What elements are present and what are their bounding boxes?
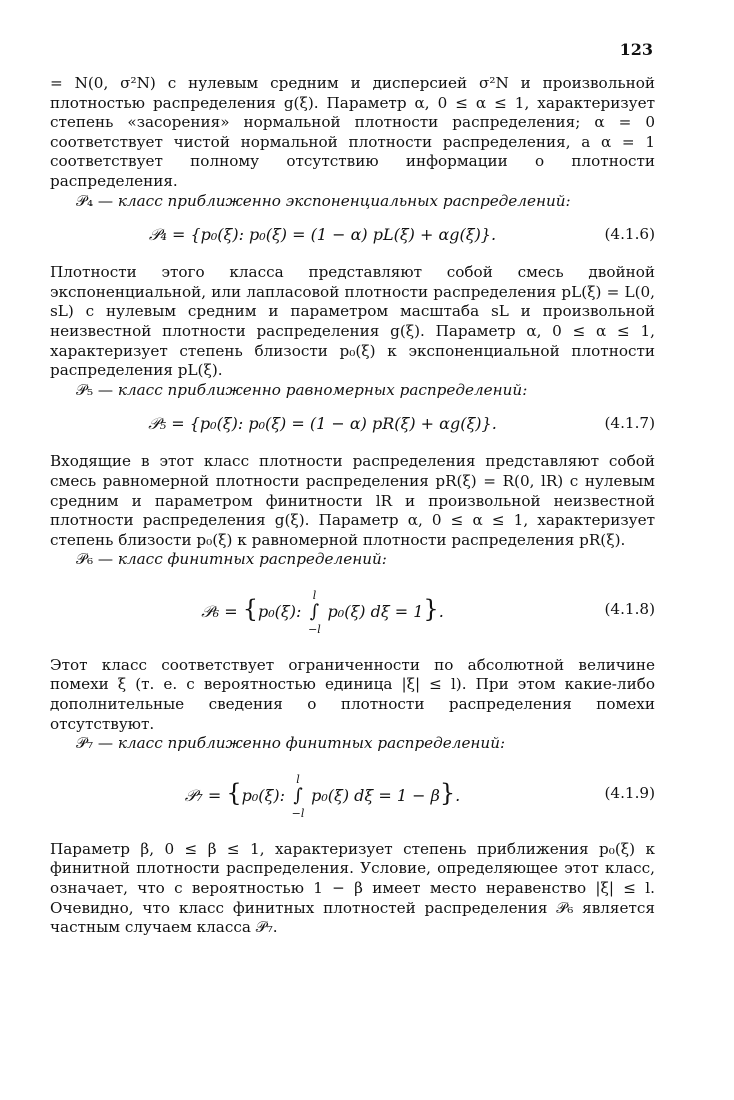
paragraph-2: Плотности этого класса представляют собой смесь двойной экспоненциальной, или лапласовой плотности распределения pL(ξ) = L(0, sL) с нулевым средним и параметром масштаба sL и произвольной неизвестной плотности распределения g(ξ). Параметр α, 0 ≤ α ≤ 1, характеризует степень близости p₀(ξ) к экспоненциальной плотности распределения pL(ξ).: [50, 263, 655, 380]
open-brace: {: [242, 594, 259, 623]
equation-set-element: p₀(ξ):: [241, 785, 285, 805]
paragraph-4: Этот класс соответствует ограниченности по абсолютной величине помехи ξ (т. е. с вероятностью единица |ξ| ≤ l). При этом какие-либо дополнительные сведения о плотности распределения помехи отсутствуют.: [50, 655, 655, 733]
class-title: класс финитных распределений:: [117, 550, 387, 569]
equation-formula: 𝒫₄ = {p₀(ξ): p₀(ξ) = (1 − α) pL(ξ) + αg(ξ)}.: [148, 225, 497, 245]
close-brace: }: [439, 778, 456, 807]
equation-number: (4.1.8): [604, 599, 655, 618]
equation-number: (4.1.6): [604, 225, 655, 244]
equation-formula: 𝒫₇ = {p₀(ξ): l ∫ −l p₀(ξ) dξ = 1 − β}.: [50, 784, 595, 806]
dash: —: [93, 734, 118, 753]
equation-condition: p₀(ξ) dξ = 1 − β: [311, 785, 440, 805]
page-number: 123: [619, 40, 653, 59]
dash: —: [93, 380, 118, 399]
dash: —: [93, 191, 118, 210]
equation-lhs: 𝒫₆ =: [201, 601, 243, 621]
class-heading-p7: [50, 734, 655, 754]
class-heading-p5: [50, 381, 655, 401]
integral-lower-limit: −l: [291, 806, 305, 820]
equation-set-element: p₀(ξ):: [258, 601, 302, 621]
open-brace: {: [226, 778, 242, 807]
book-page: [50, 0, 655, 1100]
equation-condition: p₀(ξ) dξ = 1: [327, 601, 424, 621]
integral-sign: l ∫ −l: [306, 602, 322, 622]
class-heading-p6: [50, 550, 655, 570]
paragraph-5: Параметр β, 0 ≤ β ≤ 1, характеризует степень приближения p₀(ξ) к финитной плотности распределения. Условие, определяющее этот класс, означает, что с вероятностью 1 − β имеет место неравенство |ξ| ≤ l. Очевидно, что класс финитных плотностей распределения 𝒫₆ является частным случаем класса 𝒫₇.: [50, 839, 655, 937]
equation-formula: 𝒫₆ = {p₀(ξ): l ∫ −l p₀(ξ) dξ = 1}.: [50, 600, 595, 622]
paragraph-3: Входящие в этот класс плотности распределения представляют собой смесь равномерной плотности распределения pR(ξ) = R(0, lR) с нулевым средним и параметром финитности lR и произвольной неизвестной плотности распределения g(ξ). Параметр α, 0 ≤ α ≤ 1, характеризует степень близости p₀(ξ) к равномерной плотности распределения pR(ξ).: [50, 452, 655, 549]
class-title: класс приближенно равномерных распределений:: [117, 380, 528, 399]
equation-number: (4.1.7): [604, 414, 655, 433]
paragraph-1: = N(0, σ²N) с нулевым средним и дисперсией σ²N и произвольной плотностью распределения g(ξ). Параметр α, 0 ≤ α ≤ 1, характеризует степень «засорения» нормальной плотности распределения; α = 0 соответствует чистой нормальной плотности распределения, а α = 1 соответствует полному отсутствию информации о плотности распределения.: [50, 74, 655, 190]
class-title: класс приближенно финитных распределений:: [117, 734, 506, 753]
class-symbol: 𝒫₆: [76, 550, 94, 569]
class-symbol: 𝒫₇: [76, 734, 94, 753]
equation-4-1-9: [50, 766, 655, 828]
integral-upper-limit: l: [296, 772, 300, 786]
integral-upper-limit: l: [312, 588, 317, 602]
class-symbol: 𝒫₄: [76, 191, 94, 210]
equation-4-1-8: [50, 582, 655, 644]
integral-lower-limit: −l: [308, 622, 321, 636]
equation-number: (4.1.9): [604, 783, 655, 802]
equation-formula: 𝒫₅ = {p₀(ξ): p₀(ξ) = (1 − α) pR(ξ) + αg(ξ)}.: [148, 414, 497, 434]
page-body: [50, 74, 655, 938]
class-title: класс приближенно экспоненциальных распределений:: [117, 191, 571, 210]
equation-4-1-7: [50, 406, 655, 446]
class-symbol: 𝒫₅: [76, 380, 94, 399]
equation-4-1-6: [50, 217, 655, 257]
integral-sign: l ∫ −l: [290, 786, 306, 806]
equation-lhs: 𝒫₇ =: [184, 785, 227, 805]
class-heading-p4: [50, 192, 655, 212]
dash: —: [93, 550, 118, 569]
close-brace: }: [423, 594, 439, 623]
